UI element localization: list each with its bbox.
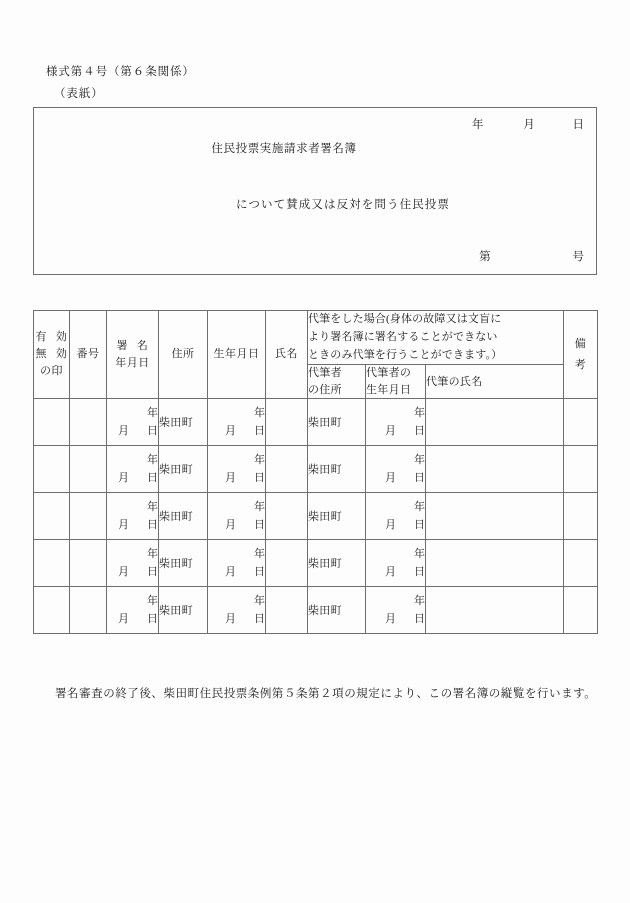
date-year-label: 年 <box>254 595 265 608</box>
cell-proxy-name[interactable] <box>426 540 564 587</box>
date-year-label: 年 <box>147 595 158 608</box>
cell-validity-seal[interactable] <box>34 540 70 587</box>
date-year-label: 年 <box>414 501 425 514</box>
town-label: 柴田町 <box>159 511 193 524</box>
date-month-day-label: 月 日 <box>385 519 425 532</box>
cell-address[interactable] <box>159 446 208 493</box>
date-year-label: 年 <box>254 407 265 420</box>
cell-signature-date[interactable] <box>107 399 159 446</box>
cell-validity-seal[interactable] <box>34 587 70 634</box>
town-label: 柴田町 <box>308 417 342 430</box>
date-month-day-label: 月 日 <box>225 425 265 438</box>
date-month-day-label: 月 日 <box>118 613 158 626</box>
cell-proxy-birth-date[interactable] <box>366 493 426 540</box>
town-label: 柴田町 <box>159 558 193 571</box>
cell-remarks[interactable] <box>564 540 598 587</box>
signature-table <box>33 310 598 634</box>
cover-date-day: 日 <box>572 119 584 131</box>
town-label: 柴田町 <box>159 605 193 618</box>
cell-signature-date[interactable] <box>107 493 159 540</box>
table-body <box>34 399 598 634</box>
cell-name[interactable] <box>266 493 308 540</box>
cell-number[interactable] <box>70 587 107 634</box>
date-month-day-label: 月 日 <box>385 472 425 485</box>
date-month-day-label: 月 日 <box>118 566 158 579</box>
footer-note: 署名審査の終了後、柴田町住民投票条例第５条第２項の規定により、この署名簿の縦覧を行います。 <box>55 688 597 700</box>
cell-proxy-address[interactable] <box>308 540 366 587</box>
cell-proxy-name[interactable] <box>426 587 564 634</box>
date-month-day-label: 月 日 <box>225 472 265 485</box>
cover-box <box>33 107 597 275</box>
cell-birth-date[interactable] <box>208 446 266 493</box>
cell-signature-date[interactable] <box>107 540 159 587</box>
date-month-day-label: 月 日 <box>225 613 265 626</box>
date-year-label: 年 <box>414 548 425 561</box>
cell-validity-seal[interactable] <box>34 446 70 493</box>
cell-proxy-address[interactable] <box>308 493 366 540</box>
cell-birth-date[interactable] <box>208 399 266 446</box>
cell-validity-seal[interactable] <box>34 399 70 446</box>
date-year-label: 年 <box>414 454 425 467</box>
cover-title: 住民投票実施請求者署名簿 <box>211 143 357 155</box>
form-subtitle: （表紙） <box>54 88 104 100</box>
cover-number-suffix: 号 <box>572 251 584 263</box>
cell-birth-date[interactable] <box>208 540 266 587</box>
table-header-row-1 <box>34 311 598 365</box>
date-year-label: 年 <box>147 501 158 514</box>
cover-number-prefix: 第 <box>479 251 491 263</box>
header-proxy-address: 代筆者 の住所 <box>308 365 366 399</box>
cell-address[interactable] <box>159 540 208 587</box>
cell-number[interactable] <box>70 540 107 587</box>
table-row <box>34 587 598 634</box>
cover-date-line <box>472 116 584 132</box>
cover-date-year: 年 <box>472 119 484 131</box>
cell-number[interactable] <box>70 399 107 446</box>
cell-birth-date[interactable] <box>208 587 266 634</box>
header-number: 番号 <box>70 311 107 399</box>
cell-proxy-birth-date[interactable] <box>366 446 426 493</box>
cell-proxy-birth-date[interactable] <box>366 587 426 634</box>
cell-remarks[interactable] <box>564 493 598 540</box>
cell-number[interactable] <box>70 446 107 493</box>
date-year-label: 年 <box>414 595 425 608</box>
cover-date-month: 月 <box>523 119 535 131</box>
header-proxy-birth: 代筆者の 生年月日 <box>366 365 426 399</box>
cell-remarks[interactable] <box>564 587 598 634</box>
header-proxy-group: 代筆をした場合(身体の故障又は文盲に より署名簿に署名することができない ときのみ代筆を行うことができます。） <box>308 311 564 365</box>
header-proxy-name: 代筆の氏名 <box>426 365 564 399</box>
town-label: 柴田町 <box>308 511 342 524</box>
cell-validity-seal[interactable] <box>34 493 70 540</box>
cell-proxy-address[interactable] <box>308 399 366 446</box>
cell-remarks[interactable] <box>564 399 598 446</box>
date-year-label: 年 <box>254 454 265 467</box>
cell-proxy-name[interactable] <box>426 493 564 540</box>
cell-address[interactable] <box>159 493 208 540</box>
cover-number-line <box>479 248 584 264</box>
cell-proxy-address[interactable] <box>308 446 366 493</box>
header-signature-date: 署名 年月日 <box>107 311 159 399</box>
cell-proxy-address[interactable] <box>308 587 366 634</box>
cell-signature-date[interactable] <box>107 446 159 493</box>
town-label: 柴田町 <box>308 558 342 571</box>
town-label: 柴田町 <box>159 464 193 477</box>
header-birth-date: 生年月日 <box>208 311 266 399</box>
table-row <box>34 493 598 540</box>
cell-number[interactable] <box>70 493 107 540</box>
cell-name[interactable] <box>266 540 308 587</box>
date-month-day-label: 月 日 <box>385 425 425 438</box>
cover-subject-line: について賛成又は反対を問う住民投票 <box>236 199 450 211</box>
date-month-day-label: 月 日 <box>385 566 425 579</box>
cell-proxy-birth-date[interactable] <box>366 540 426 587</box>
date-month-day-label: 月 日 <box>118 425 158 438</box>
date-year-label: 年 <box>414 407 425 420</box>
header-remarks: 備 考 <box>564 311 598 399</box>
cell-address[interactable] <box>159 399 208 446</box>
date-month-day-label: 月 日 <box>385 613 425 626</box>
cell-remarks[interactable] <box>564 446 598 493</box>
cell-proxy-birth-date[interactable] <box>366 399 426 446</box>
date-month-day-label: 月 日 <box>118 472 158 485</box>
header-address: 住所 <box>159 311 208 399</box>
date-year-label: 年 <box>254 548 265 561</box>
cell-name[interactable] <box>266 399 308 446</box>
cell-address[interactable] <box>159 587 208 634</box>
table-row <box>34 446 598 493</box>
date-year-label: 年 <box>147 407 158 420</box>
cell-proxy-name[interactable] <box>426 399 564 446</box>
table-row <box>34 399 598 446</box>
date-year-label: 年 <box>147 548 158 561</box>
date-month-day-label: 月 日 <box>225 566 265 579</box>
cell-proxy-name[interactable] <box>426 446 564 493</box>
town-label: 柴田町 <box>308 605 342 618</box>
form-number: 様式第４号（第６条関係） <box>46 66 195 78</box>
cell-name[interactable] <box>266 446 308 493</box>
date-year-label: 年 <box>147 454 158 467</box>
date-year-label: 年 <box>254 501 265 514</box>
cell-birth-date[interactable] <box>208 493 266 540</box>
date-month-day-label: 月 日 <box>225 519 265 532</box>
header-validity-seal: 有効 無効 の印 <box>34 311 70 399</box>
table-row <box>34 540 598 587</box>
town-label: 柴田町 <box>159 417 193 430</box>
cell-name[interactable] <box>266 587 308 634</box>
town-label: 柴田町 <box>308 464 342 477</box>
header-name: 氏名 <box>266 311 308 399</box>
date-month-day-label: 月 日 <box>118 519 158 532</box>
cell-signature-date[interactable] <box>107 587 159 634</box>
